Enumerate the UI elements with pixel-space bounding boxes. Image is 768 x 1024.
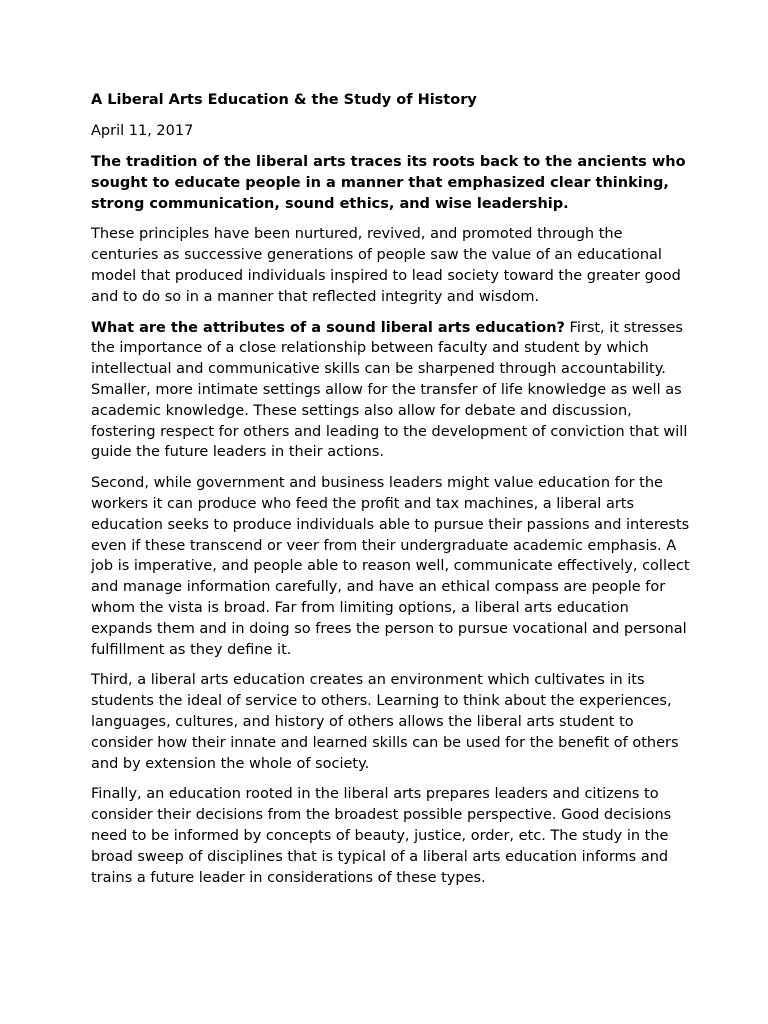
paragraph-3: Second, while government and business leaders might value education for the workers it can produce who feed the profit and tax machines, a liberal arts education seeks to produce individuals able to pursue their passions and interests even if these transcend or veer from their undergraduate academic emphasis. A job is imperative, and people able to reason well, communicate effectively, collect and manage information carefully, and have an ethical compass are people for whom the vista is broad. Far from limiting options, a liberal arts education expands them and in doing so frees the person to pursue vocational and personal fulfillment as they define it. — [91, 475, 690, 658]
paragraph-1: These principles have been nurtured, revived, and promoted through the centuries as successive generations of people saw the value of an educational model that produced individuals inspired to lead society toward the greater good and to do so in a manner that reflected integrity and wisdom. — [91, 226, 681, 305]
paragraph-2-question: What are the attributes of a sound liberal arts education? — [91, 319, 565, 336]
paragraph-2 — [91, 318, 691, 464]
document-page — [91, 90, 691, 898]
document-date: April 11, 2017 — [91, 123, 194, 139]
paragraph-2-body: First, it stresses the importance of a close relationship between faculty and student by which intellectual and communicative skills can be sharpened through accountability. Smaller, more intimate settings allow for the transfer of life knowledge as well as academic knowledge. These settings also allow for debate and discussion, fostering respect for others and leading to the development of conviction that will guide the future leaders in their actions. — [91, 319, 688, 461]
paragraph-4: Third, a liberal arts education creates an environment which cultivates in its students the ideal of service to others. Learning to think about the experiences, languages, cultures, and history of others allows the liberal arts student to consider how their innate and learned skills can be used for the benefit of others and by extension the whole of society. — [91, 672, 679, 772]
paragraph-5: Finally, an education rooted in the liberal arts prepares leaders and citizens to consider their decisions from the broadest possible perspective. Good decisions need to be informed by concepts of beauty, justice, order, etc. The study in the broad sweep of disciplines that is typical of a liberal arts education informs and trains a future leader in considerations of these types. — [91, 786, 672, 886]
document-title: A Liberal Arts Education & the Study of History — [91, 92, 477, 108]
lead-paragraph: The tradition of the liberal arts traces its roots back to the ancients who sought to educate people in a manner that emphasized clear thinking, strong communication, sound ethics, and wise leadership. — [91, 154, 686, 212]
